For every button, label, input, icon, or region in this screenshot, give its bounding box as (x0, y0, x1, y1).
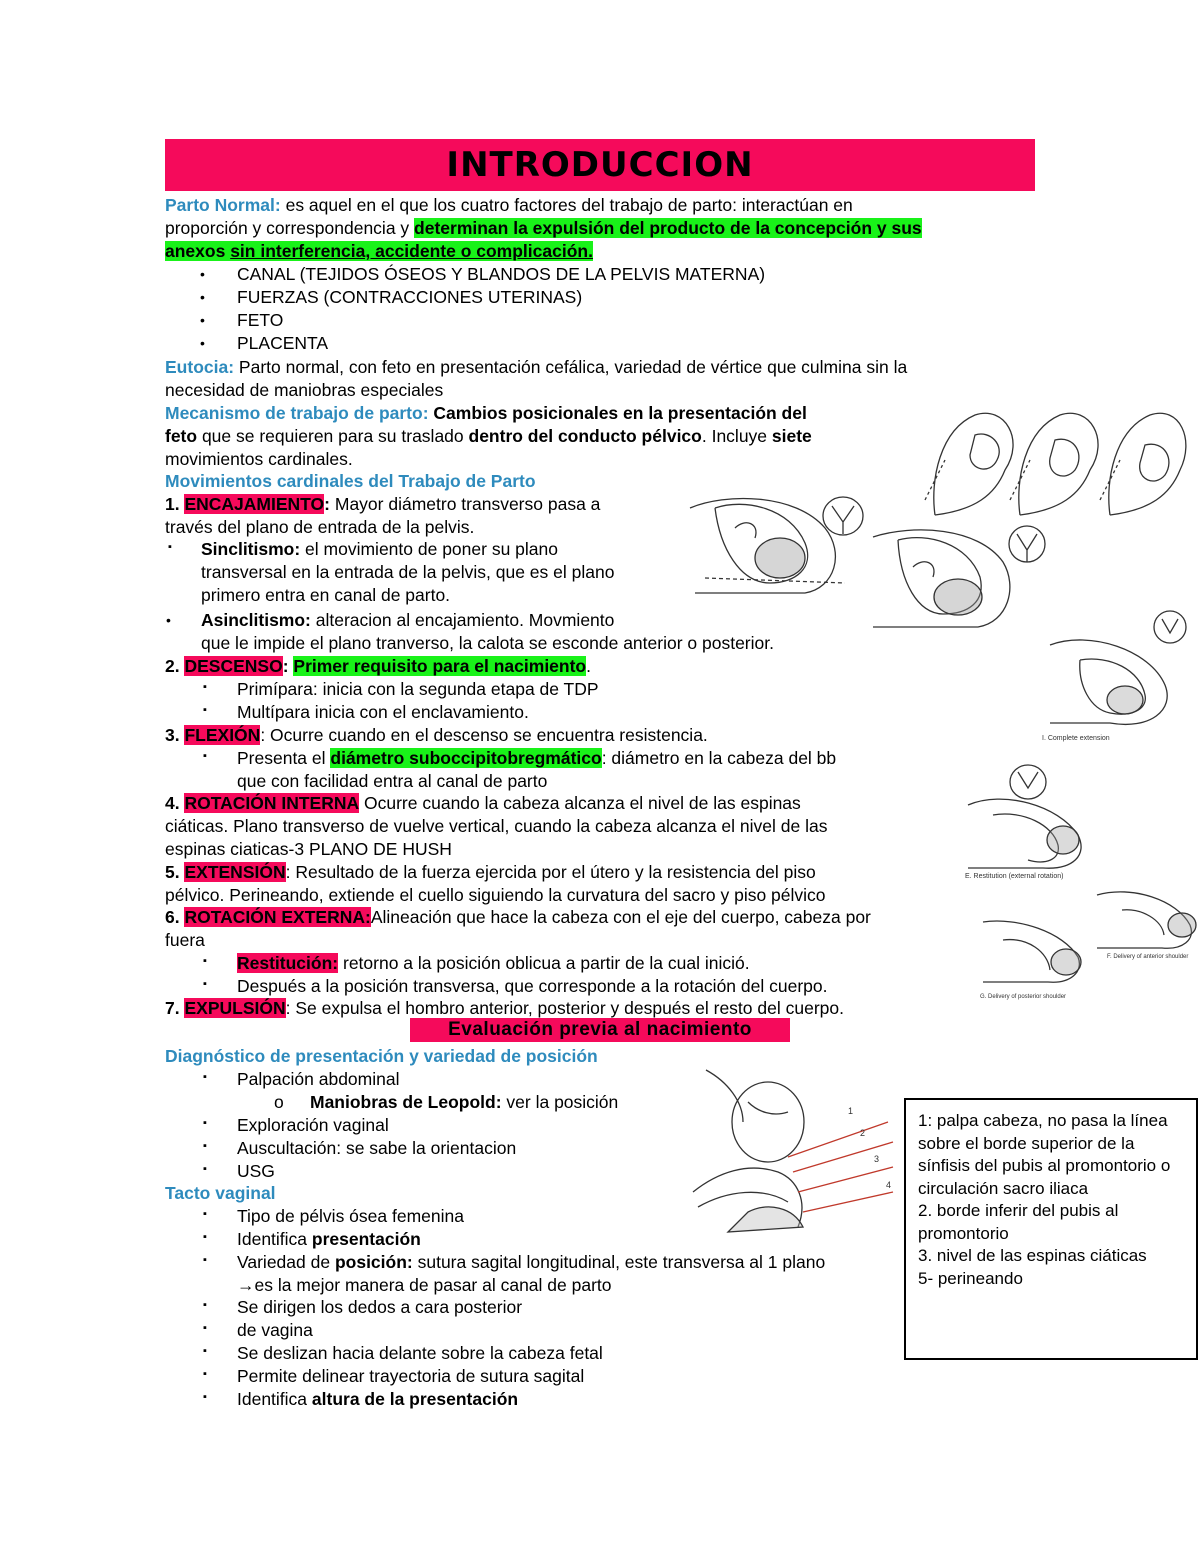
m7-number: 7. (165, 998, 185, 1018)
sinclitismo-label: Sinclitismo: (201, 539, 301, 559)
parto-normal-text-1: es aquel en el que los cuatro factores del trabajo de parto: interactúan en (280, 195, 853, 215)
sinclitismo-line-1 (201, 538, 558, 560)
note-item: 3. nivel de las espinas ciáticas (918, 1246, 1147, 1265)
bullet-dot: • (200, 335, 205, 351)
extension-illustration (1040, 605, 1200, 745)
tacto-item-7: Permite delinear trayectoria de sutura sagital (237, 1366, 585, 1386)
parto-normal-line-1 (165, 194, 853, 216)
fetal-head-view-icon (818, 492, 868, 540)
m5-tag: EXTENSIÓN (184, 862, 286, 882)
title-banner: INTRODUCCION (165, 139, 1035, 191)
mecanismo-text-1: Cambios posicionales en la presentación del (428, 403, 807, 423)
leopold-text: ver la posición (501, 1092, 619, 1112)
eutocia-line-1 (165, 356, 907, 378)
m3-bullet-1a: Presenta el (237, 748, 331, 768)
m2-colon: : (282, 656, 294, 676)
m7-line-1 (165, 997, 844, 1019)
pelvic-planes-illustration (688, 1062, 903, 1240)
parto-normal-highlight-4: sin interferencia, accidente o complicación. (230, 241, 593, 261)
mecanismo-line-1 (165, 402, 807, 424)
m3-highlight: diámetro suboccipitobregmático (330, 748, 602, 768)
plane-number: 3 (874, 1154, 880, 1164)
m2-line-1 (165, 655, 591, 677)
m7-text-1: : Se expulsa el hombro anterior, posterior y después el resto del cuerpo. (285, 998, 844, 1018)
m2-bullet-1: Primípara: inicia con la segunda etapa de TDP (237, 679, 599, 699)
tacto-item-1: Tipo de pélvis ósea femenina (237, 1206, 464, 1226)
m4-line-1 (165, 792, 801, 814)
factor-item: PLACENTA (237, 333, 329, 353)
plane-number: 4 (886, 1180, 892, 1190)
bullet-square: ▪ (203, 704, 207, 716)
mecanismo-text-2b: que se requieren para su traslado (197, 426, 469, 446)
bullet-square: ▪ (203, 1163, 207, 1175)
m6-number: 6. (165, 907, 185, 927)
bullet-square: ▪ (168, 541, 172, 553)
sub-bullet-marker: o (274, 1092, 284, 1112)
bullet-dot: • (200, 289, 205, 305)
parto-normal-highlight-1: determinan la expulsión del producto de la concepción (414, 218, 873, 238)
m1-tag: ENCAJAMIENTO (184, 494, 325, 514)
diagnostico-title: Diagnóstico de presentación y variedad de posición (165, 1046, 598, 1066)
asinclitismo-label: Asinclitismo: (201, 610, 311, 630)
diagnostico-item-1: Palpación abdominal (237, 1069, 400, 1089)
bullet-square: ▪ (203, 1345, 207, 1357)
factor-item: FETO (237, 310, 284, 330)
parto-normal-label: Parto Normal: (165, 195, 281, 215)
m5-number: 5. (165, 862, 185, 882)
m1-number: 1. (165, 494, 185, 514)
sinclitismo-line-2: transversal en la entrada de la pelvis, que es el plano (201, 562, 615, 582)
m1-text-1: Mayor diámetro transverso pasa a (330, 494, 601, 514)
eutocia-line-2: necesidad de maniobras especiales (165, 380, 444, 400)
leopold-line (310, 1091, 618, 1113)
m6-line-1 (165, 906, 871, 928)
posterior-shoulder-illustration (978, 912, 1093, 1002)
m4-line-3: espinas ciaticas-3 PLANO DE HUSH (165, 839, 452, 859)
m2-end: . (586, 656, 591, 676)
note-item: 1: palpa cabeza, no pasa la línea sobre el borde superior de la sínfisis del pubis al promontorio o circulación sacro iliaca (918, 1111, 1171, 1198)
movimientos-title: Movimientos cardinales del Trabajo de Parto (165, 471, 536, 491)
pelvis-sequence-illustration (915, 400, 1200, 520)
tacto-item-3 (237, 1251, 825, 1273)
bullet-square: ▪ (203, 1208, 207, 1220)
bullet-dot: • (200, 312, 205, 328)
tacto-item-3d: →es la mejor manera de pasar al canal de parto (237, 1275, 612, 1295)
note-item: 2. borde inferir del pubis al promontorio (918, 1201, 1119, 1243)
mecanismo-text-2d: . Incluye (701, 426, 772, 446)
eutocia-text-1: Parto normal, con feto en presentación cefálica, variedad de vértice que culmina sin la (234, 357, 908, 377)
m4-line-2: ciáticas. Plano transverso de vuelve vertical, cuando la cabeza alcanza el nivel de las (165, 816, 828, 836)
factor-item: FUERZAS (CONTRACCIONES UTERINAS) (237, 287, 583, 307)
bullet-square: ▪ (203, 1071, 207, 1083)
restitution-illustration (963, 760, 1103, 880)
figure-label: I. Complete extension (1042, 735, 1110, 742)
bullet-square: ▪ (203, 1231, 207, 1243)
leopold-label: Maniobras de Leopold: (310, 1092, 502, 1112)
section2-title: Evaluación previa al nacimiento (410, 1018, 790, 1042)
m6-text-1: Alineación que hace la cabeza con el eje del cuerpo, cabeza por (370, 907, 871, 927)
tacto-item-8 (237, 1388, 518, 1410)
m5-line-2: pélvico. Perineando, extiende el cuello siguiendo la curvatura del sacro y piso pélvico (165, 885, 826, 905)
m4-number: 4. (165, 793, 185, 813)
plane-number: 2 (860, 1128, 866, 1138)
plane-number: 1 (848, 1106, 854, 1116)
tacto-item-2a: Identifica (237, 1229, 312, 1249)
m6-tag: ROTACIÓN EXTERNA: (184, 907, 371, 927)
m6-bullet-1 (237, 952, 750, 974)
mecanismo-line-3: movimientos cardinales. (165, 449, 353, 469)
mecanismo-label: Mecanismo de trabajo de parto: (165, 403, 429, 423)
mecanismo-line-2 (165, 425, 812, 447)
tacto-item-3a: Variedad de (237, 1252, 335, 1272)
m7-tag: EXPULSIÓN (184, 998, 286, 1018)
bullet-square: ▪ (203, 1140, 207, 1152)
bullet-dot: • (166, 612, 171, 628)
figure-label: F. Delivery of anterior shoulder (1107, 954, 1189, 960)
m2-number: 2. (165, 656, 185, 676)
eutocia-label: Eutocia: (165, 357, 235, 377)
mecanismo-text-2a: feto (165, 426, 198, 446)
sinclitismo-text-1: el movimiento de poner su plano (300, 539, 558, 559)
m2-highlight: Primer requisito para el nacimiento (293, 656, 587, 676)
tacto-item-2b: presentación (311, 1229, 421, 1249)
tacto-item-5: de vagina (237, 1320, 313, 1340)
tacto-item-8a: Identifica (237, 1389, 312, 1409)
m3-text-1: : Ocurre cuando en el descenso se encuentra resistencia. (260, 725, 708, 745)
anterior-shoulder-illustration (1092, 880, 1200, 960)
m2-bullet-2: Multípara inicia con el enclavamiento. (237, 702, 529, 722)
tacto-item-6: Se deslizan hacia delante sobre la cabeza fetal (237, 1343, 603, 1363)
asinclitismo-line-2: que le impide el plano tranverso, la calota se esconde anterior o posterior. (201, 633, 774, 653)
asinclitismo-text-1: alteracion al encajamiento. Movmiento (310, 610, 615, 630)
m2-tag: DESCENSO (184, 656, 283, 676)
m1-colon: : (324, 494, 330, 514)
m6-line-2: fuera (165, 930, 205, 950)
figure-label: G. Delivery of posterior shoulder (980, 994, 1067, 1000)
bullet-dot: • (200, 266, 205, 282)
bullet-square: ▪ (203, 1368, 207, 1380)
figure-label: E. Restitution (external rotation) (965, 873, 1064, 880)
m6-bullet-1b: retorno a la posición oblicua a partir de la cual inició. (338, 953, 750, 973)
bullet-square: ▪ (203, 1117, 207, 1129)
m3-line-1 (165, 724, 708, 746)
m3-bullet-1 (237, 747, 836, 769)
bullet-square: ▪ (203, 1254, 207, 1266)
tacto-item-8b: altura de la presentación (311, 1389, 519, 1409)
m5-text-1: : Resultado de la fuerza ejercida por el útero y la resistencia del piso (285, 862, 816, 882)
m4-text-1: Ocurre cuando la cabeza alcanza el nivel de las espinas (359, 793, 801, 813)
parto-normal-text-2a: proporción y correspondencia y (165, 218, 415, 238)
diagnostico-item-2: Exploración vaginal (237, 1115, 389, 1135)
bullet-square: ▪ (203, 1391, 207, 1403)
m3-bullet-1c: : diámetro en la cabeza del bb (601, 748, 837, 768)
bullet-square: ▪ (203, 1322, 207, 1334)
diagnostico-item-3: Auscultación: se sabe la orientacion (237, 1138, 517, 1158)
m6-bullet-2: Después a la posición transversa, que corresponde a la rotación del cuerpo. (237, 976, 828, 996)
m1-line-1 (165, 493, 600, 515)
m3-number: 3. (165, 725, 185, 745)
tacto-item-3c: sutura sagital longitudinal, este transversa al 1 plano (412, 1252, 826, 1272)
note-item: 5- perineando (918, 1268, 1023, 1288)
m1-line-2: través del plano de entrada de la pelvis. (165, 517, 475, 537)
mecanismo-text-2e: siete (771, 426, 812, 446)
bullet-square: ▪ (203, 1299, 207, 1311)
parto-normal-line-3 (165, 240, 593, 262)
tacto-item-3b: posición: (334, 1252, 413, 1272)
tacto-item-4: Se dirigen los dedos a cara posterior (237, 1297, 523, 1317)
mecanismo-text-2c: dentro del conducto pélvico (468, 426, 702, 446)
restitucion-tag: Restitución: (237, 953, 339, 973)
sinclitismo-line-3: primero entra en canal de parto. (201, 585, 451, 605)
asinclitismo-line-1 (201, 609, 614, 631)
m3-bullet-2: que con facilidad entra al canal de parto (237, 771, 548, 791)
bullet-square: ▪ (203, 955, 207, 967)
fetal-head-view-icon (1005, 522, 1050, 567)
m5-line-1 (165, 861, 816, 883)
bullet-square: ▪ (203, 681, 207, 693)
factor-item: CANAL (TEJIDOS ÓSEOS Y BLANDOS DE LA PELVIS MATERNA) (237, 264, 766, 284)
bullet-square: ▪ (203, 978, 207, 990)
parto-normal-highlight-3: anexos (165, 241, 231, 261)
m4-tag: ROTACIÓN INTERNA (184, 793, 360, 813)
notes-box (904, 1098, 1198, 1360)
tacto-item-2 (237, 1228, 421, 1250)
tacto-title: Tacto vaginal (165, 1183, 276, 1203)
diagnostico-item-4: USG (237, 1161, 275, 1181)
bullet-square: ▪ (203, 750, 207, 762)
parto-normal-highlight-2: y sus (872, 218, 922, 238)
m3-tag: FLEXIÓN (184, 725, 261, 745)
parto-normal-line-2 (165, 217, 922, 239)
